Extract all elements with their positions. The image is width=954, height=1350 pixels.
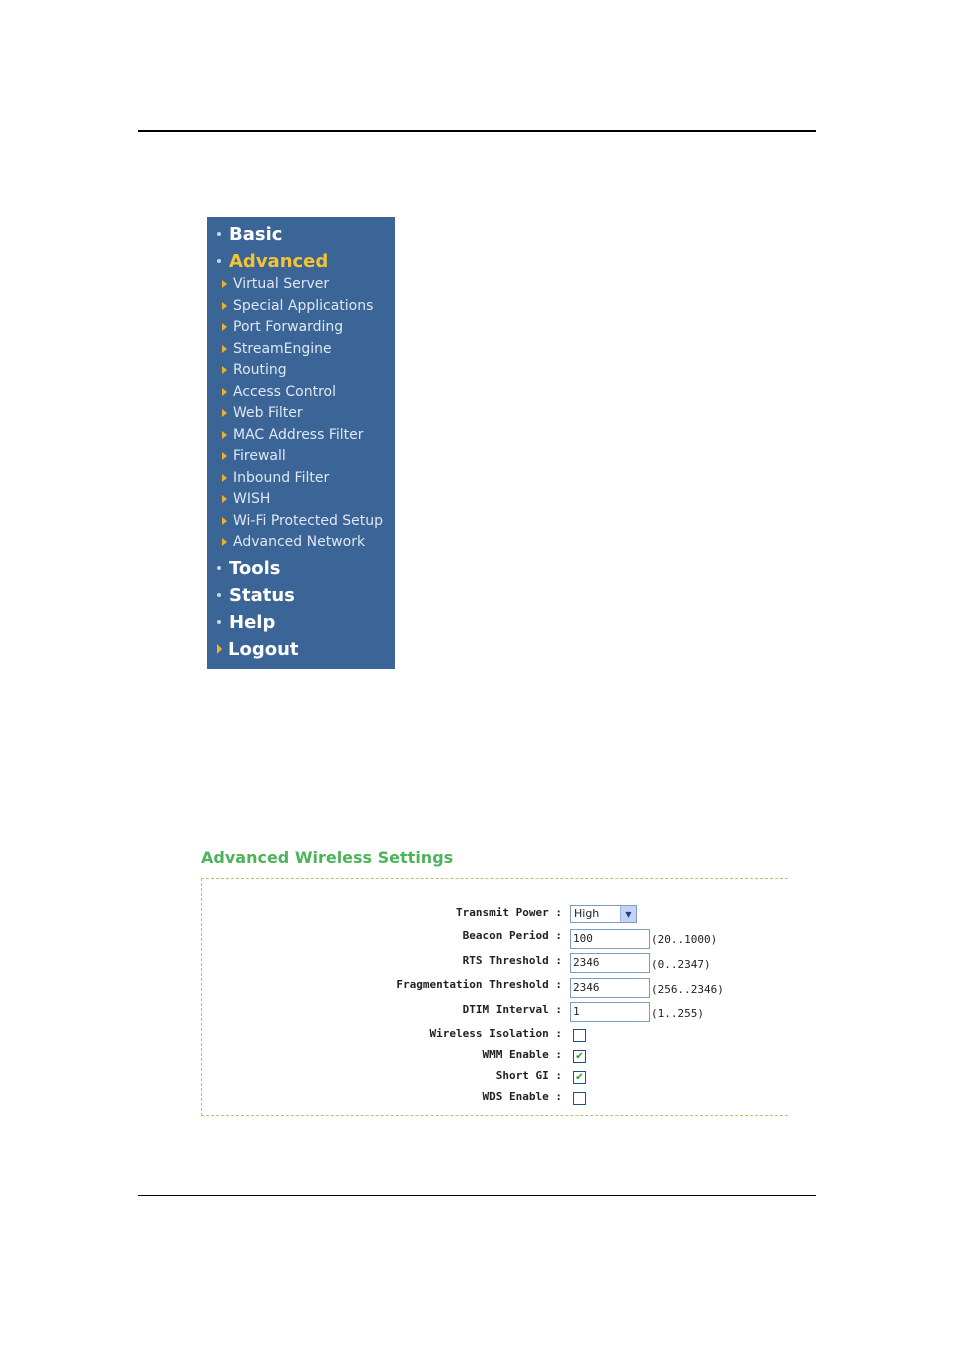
bullet-icon [217, 593, 221, 597]
menu-advanced-label: Advanced [229, 250, 329, 272]
arrow-right-icon [222, 452, 227, 460]
beacon-period-input[interactable]: 100 [570, 929, 650, 949]
transmit-power-label: Transmit Power : [456, 906, 562, 919]
menu-item-mac-address-filter[interactable] [207, 425, 364, 445]
menu-item-label: Firewall [233, 448, 286, 464]
arrow-right-icon [222, 302, 227, 310]
fragmentation-threshold-input[interactable]: 2346 [570, 978, 650, 998]
wireless-isolation-label: Wireless Isolation : [429, 1027, 562, 1040]
arrow-right-icon [222, 474, 227, 482]
menu-item-label: Special Applications [233, 298, 374, 314]
arrow-right-icon [222, 345, 227, 353]
beacon-period-label: Beacon Period : [462, 929, 562, 942]
arrow-right-icon [222, 495, 227, 503]
menu-basic-label: Basic [229, 223, 283, 245]
arrow-right-icon [222, 517, 227, 525]
wireless-isolation-checkbox[interactable] [573, 1029, 586, 1042]
arrow-right-icon [222, 388, 227, 396]
menu-item-label: Routing [233, 362, 287, 378]
bullet-icon [217, 259, 221, 263]
menu-help-label: Help [229, 611, 276, 633]
menu-item-label: Wi-Fi Protected Setup [233, 513, 384, 529]
transmit-power-value: High [574, 907, 600, 920]
short-gi-label: Short GI : [495, 1069, 562, 1082]
menu-item-advanced-network[interactable] [207, 532, 365, 552]
menu-tools[interactable] [207, 555, 281, 581]
transmit-power-select[interactable] [570, 905, 637, 923]
nav-menu [207, 217, 395, 669]
header-rule [138, 130, 816, 132]
menu-item-label: Advanced Network [233, 534, 366, 550]
arrow-right-icon [222, 409, 227, 417]
menu-basic[interactable] [207, 221, 282, 247]
arrow-right-icon [222, 366, 227, 374]
beacon-period-range: (20..1000) [651, 933, 718, 946]
menu-item-label: MAC Address Filter [233, 427, 364, 443]
menu-logout[interactable] [207, 636, 299, 662]
menu-item-access-control[interactable] [207, 382, 336, 402]
menu-item-web-filter[interactable] [207, 403, 303, 423]
menu-tools-label: Tools [229, 557, 281, 579]
arrow-right-icon [217, 644, 222, 654]
menu-item-special-applications[interactable] [207, 296, 373, 316]
arrow-right-icon [222, 280, 227, 288]
menu-status[interactable] [207, 582, 295, 608]
menu-item-firewall[interactable] [207, 446, 286, 466]
rts-threshold-range: (0..2347) [651, 958, 711, 971]
menu-item-virtual-server[interactable] [207, 274, 329, 294]
menu-item-label: Access Control [233, 384, 336, 400]
menu-advanced[interactable] [207, 248, 328, 274]
arrow-right-icon [222, 431, 227, 439]
bullet-icon [217, 566, 221, 570]
chevron-down-icon[interactable]: ▼ [620, 906, 636, 922]
menu-item-streamengine[interactable] [207, 339, 332, 359]
bullet-icon [217, 620, 221, 624]
menu-logout-label: Logout [228, 638, 299, 660]
menu-item-wish[interactable] [207, 489, 270, 509]
menu-item-port-forwarding[interactable] [207, 317, 343, 337]
menu-item-label: Port Forwarding [233, 319, 344, 335]
menu-item-label: Virtual Server [233, 276, 330, 292]
menu-item-label: Inbound Filter [233, 470, 330, 486]
menu-item-label: WISH [233, 491, 271, 507]
section-title: Advanced Wireless Settings [201, 848, 454, 867]
fragmentation-threshold-range: (256..2346) [651, 983, 724, 996]
short-gi-checkbox[interactable]: ✔ [573, 1071, 586, 1084]
menu-item-label: Web Filter [233, 405, 303, 421]
arrow-right-icon [222, 538, 227, 546]
menu-item-label: StreamEngine [233, 341, 332, 357]
dtim-interval-range: (1..255) [651, 1007, 704, 1020]
rts-threshold-input[interactable]: 2346 [570, 953, 650, 973]
menu-item-inbound-filter[interactable] [207, 468, 329, 488]
bullet-icon [217, 232, 221, 236]
wds-enable-checkbox[interactable] [573, 1092, 586, 1105]
arrow-right-icon [222, 323, 227, 331]
menu-status-label: Status [229, 584, 295, 606]
dtim-interval-label: DTIM Interval : [462, 1003, 562, 1016]
menu-help[interactable] [207, 609, 275, 635]
menu-item-wifi-protected-setup[interactable] [207, 511, 383, 531]
wds-enable-label: WDS Enable : [482, 1090, 562, 1103]
wmm-enable-checkbox[interactable]: ✔ [573, 1050, 586, 1063]
wmm-enable-label: WMM Enable : [482, 1048, 562, 1061]
dtim-interval-input[interactable]: 1 [570, 1002, 650, 1022]
rts-threshold-label: RTS Threshold : [462, 954, 562, 967]
menu-item-routing[interactable] [207, 360, 287, 380]
footer-rule [138, 1195, 816, 1196]
fragmentation-threshold-label: Fragmentation Threshold : [396, 978, 562, 991]
